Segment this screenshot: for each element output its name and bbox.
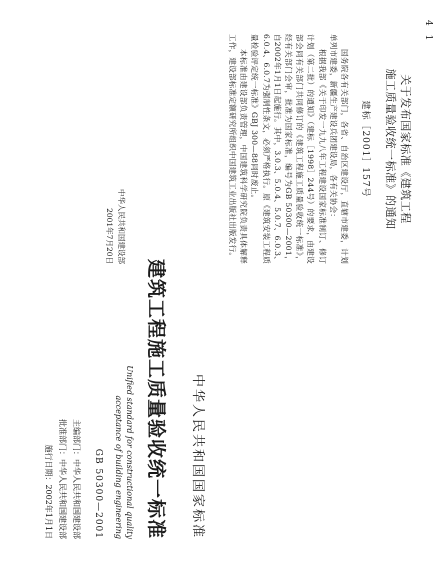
notice-title-line2: 施工质量验收统一标准》的通知 xyxy=(384,68,397,230)
notice-signature-organization: 中华人民共和国建设部 xyxy=(117,189,126,264)
standard-info-line: 主编部门：中华人民共和国建设部 xyxy=(72,419,81,539)
standard-english-title-line1: Unified standard for constructional quality xyxy=(125,365,134,539)
notice-document-number: 建标［2001］157号 xyxy=(360,100,370,198)
standard-code: GB 50300—2001 xyxy=(93,448,103,539)
standard-cover-block xyxy=(19,34,209,539)
standard-title: 建筑工程施工质量验收统一标准 xyxy=(145,258,167,539)
standard-info-line: 施行日期：2002年1月1日 xyxy=(44,444,53,539)
standard-country-heading: 中华人民共和国国家标准 xyxy=(190,373,205,539)
notice-paragraph: 国务院各有关部门，各省、自治区建设厅，直辖市建委，计划单列市建委，新疆生产建设兵团建设局，各有关协会： xyxy=(328,34,349,264)
notice-title xyxy=(383,34,413,264)
notice-paragraph: 根据我部《关于印发一九九八年工程建设国家标准制订、修订计划（第二批）的通知》（建标［1998］244号）的要求，由建设部会同有关部门共同修订的《建筑工程施工质量验收统一标准》，经有关部门会审，批准为国家标准，编号为GB 50300—2001，自2002年1月1日起施行。其中，3.0.3、5.0.4、5.0.7、6.0.3、6.0.4、6.0.7为强制性条文，必须严格执行。原《建筑安装工程质量检验评定统一标准》GBJ 300—88同时废止。 xyxy=(250,34,327,264)
notice-paragraph: 本标准由建设部负责管理，中国建筑科学研究院负责具体解释工作，建设部标准定额研究所组织中国建筑工业出版社出版发行。 xyxy=(227,34,249,264)
standard-info-line: 批准部门：中华人民共和国建设部 xyxy=(58,419,67,539)
notice-section xyxy=(227,34,427,264)
standard-info xyxy=(41,319,83,539)
page-number-mark: 4 1 xyxy=(423,20,433,44)
notice-signature-date: 2001年7月20日 xyxy=(105,208,114,264)
standard-english-title-line2: acceptance of building engineering xyxy=(114,395,123,539)
standard-english-title xyxy=(113,299,135,539)
notice-title-line1: 关于发布国家标准《建筑工程 xyxy=(399,74,412,224)
